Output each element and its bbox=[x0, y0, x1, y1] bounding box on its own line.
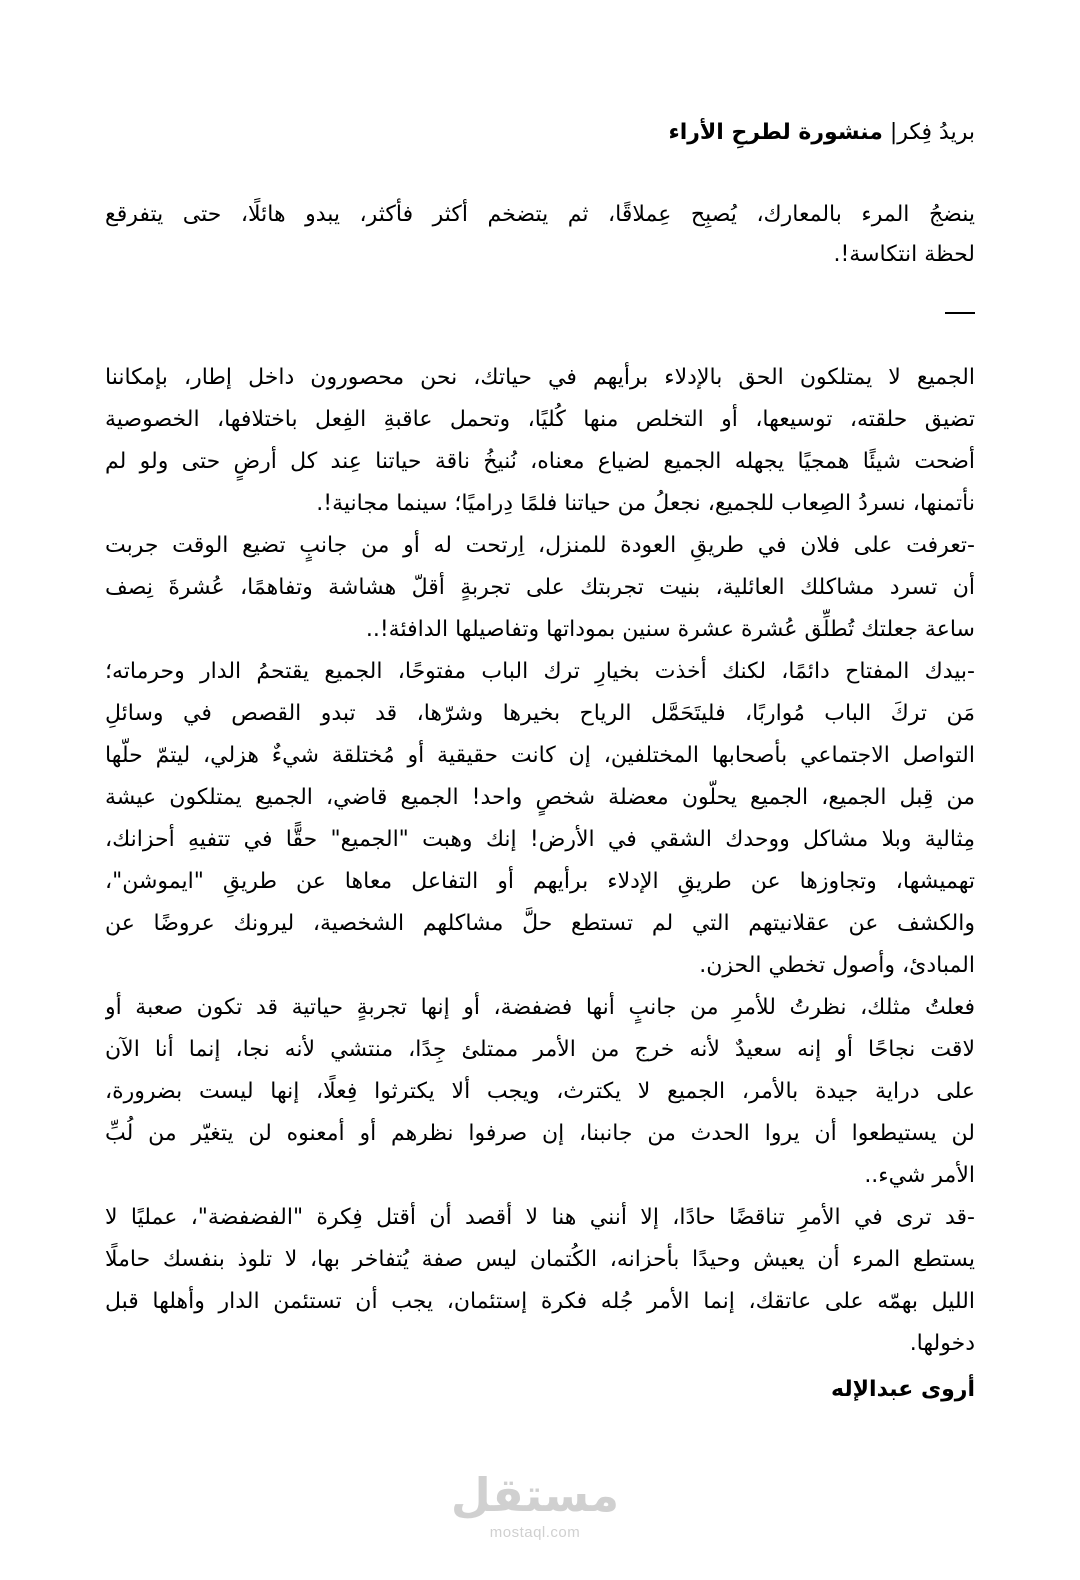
text-line: الليل بهمّه على عاتقك، إنما الأمر جُله فكرة إستئمان، يجب أن تستئمن الدار وأهلها قبل bbox=[105, 1289, 975, 1314]
separator-line bbox=[945, 312, 975, 314]
body-text bbox=[105, 357, 975, 1365]
paragraph bbox=[105, 357, 975, 525]
watermark-logo bbox=[435, 1466, 635, 1542]
paragraph bbox=[105, 1197, 975, 1365]
page-header bbox=[105, 113, 975, 153]
text-line: ساعة جعلتك تُطلِّق عُشرة عشرة سنين بموداتها وتفاصيلها الدافئة!.. bbox=[365, 617, 975, 642]
text-line: -قد ترى في الأمرِ تناقضًا حادًا، إلا أنني هنا لا أقصد أن أقتل فِكرة "الفضفضة"، عمليًا لا bbox=[105, 1205, 975, 1230]
text-line: نأتمنها، نسردُ الصِعاب للجميع، نجعلُ من حياتنا فلمًا دِراميًا؛ سينما مجانية!. bbox=[316, 491, 975, 516]
page-title: منشورة لطرحِ الأراء bbox=[668, 120, 883, 145]
text-line: لن يستيطعوا أن يروا الحدث من جانبنا، إن صرفوا نظرهم أو أمعنوه لن يتغيّر من لُبِّ bbox=[105, 1121, 975, 1146]
watermark-url: mostaql.com bbox=[489, 1524, 581, 1541]
text-line: التواصل الاجتماعي بأصحابها المختلفين، إن كانت حقيقية أو مُختلقة شيءٌ هزلي، ليتمّ حلّها bbox=[105, 743, 975, 768]
text-line: الجميع لا يمتلكون الحق بالإدلاء برأيهم في حياتك، نحن محصورون داخل إطار، بإمكاننا bbox=[105, 365, 975, 390]
column-name: بريدُ فِكر| bbox=[889, 120, 975, 145]
text-line: الأمر شيء.. bbox=[864, 1163, 975, 1188]
text-line: والكشف عن عقلانيتهم التي لم تستطع حلَّ مشاكلهم الشخصية، ليرونك عروضًا عن bbox=[105, 911, 975, 936]
text-line: تهميشها، وتجاوزها عن طريقِ الإدلاء برأيهم أو التفاعل معاها عن طريقِ "ايموشن"، bbox=[105, 869, 975, 894]
text-line: -بيدك المفتاح دائمًا، لكنك أخذت بخيارِ ترك الباب مفتوحًا، الجميع يقتحمُ الدار وحرماته؛ bbox=[105, 659, 975, 684]
text-line: من قِبل الجميع، الجميع يحلّون معضلة شخصٍ واحد! الجميع قاضي، الجميع يمتلكون عيشة bbox=[105, 785, 975, 810]
intro-paragraph bbox=[105, 195, 975, 275]
paragraph bbox=[105, 651, 975, 987]
text-line: فعلتُ مثلك، نظرتُ للأمرِ من جانبٍ أنها فضفضة، أو إنها تجربةٍ حياتية قد تكون صعبة أو bbox=[105, 995, 975, 1020]
author-signature: أروى عبدالإله bbox=[831, 1377, 975, 1402]
text-line: مِثالية وبلا مشاكل ووحدك الشقي في الأرض! إنك وهبت "الجميع" حقًّا في تتفيهِ أحزانك، bbox=[105, 827, 975, 852]
text-line: ينضجُ المرء بالمعارك، يُصبِح عِملاقًا، ثم يتضخم أكثر فأكثر، يبدو هائلًا، حتى يتفرقع bbox=[105, 202, 975, 227]
text-line: أضحت شيئًا همجيًا يجهله الجميع لضياع معناه، نُنيخُ ناقة حياتنا عِند كل أرضٍ حتى ولو لم bbox=[105, 449, 975, 474]
text-line: المبادئ، وأصول تخطي الحزن. bbox=[699, 953, 975, 978]
text-line: لاقت نجاحًا أو إنه سعيدٌ لأنه خرج من الأمر ممتلئ جِدًا، منتشي لأنه نجا، إنما أنا الآن bbox=[105, 1037, 975, 1062]
paragraph bbox=[105, 525, 975, 651]
text-line: أن تسرد مشاكلك العائلية، بنيت تجربتك على تجربةٍ أقلّ هشاشة وتفاهمًا، عُشرةَ نِصف bbox=[105, 575, 975, 600]
text-line: مَن تركَ الباب مُواربًا، فليتَحَمَّل الرياح بخيرها وشرّها، قد تبدو القصص في وسائلِ bbox=[105, 701, 975, 726]
text-line: لحظة انتكاسة!. bbox=[833, 242, 975, 267]
paragraph bbox=[105, 987, 975, 1197]
watermark-logo-text: مستقل bbox=[450, 1468, 620, 1522]
text-line: دخولها. bbox=[909, 1331, 975, 1356]
text-line: -تعرفت على فلان في طريقِ العودة للمنزل، اِرتحت له أو من جانبٍ تضيع الوقت جربت bbox=[105, 533, 975, 558]
text-line: على دراية جيدة بالأمر، الجميع لا يكترث، ويجب ألا يكترثوا فِعلًا، إنها ليست بضرورة، bbox=[105, 1079, 975, 1104]
text-line: يستطع المرء أن يعيش وحيدًا بأحزانه، الكُتمان ليس صفة يُتفاخر بها، لا تلوذ بنفسك حاملًا bbox=[105, 1247, 975, 1272]
text-line: تضيق حلقته، توسيعها، أو التخلص منها كُليًا، وتحمل عاقبةِ الفِعل باختلافها، الخصوصية bbox=[105, 407, 975, 432]
